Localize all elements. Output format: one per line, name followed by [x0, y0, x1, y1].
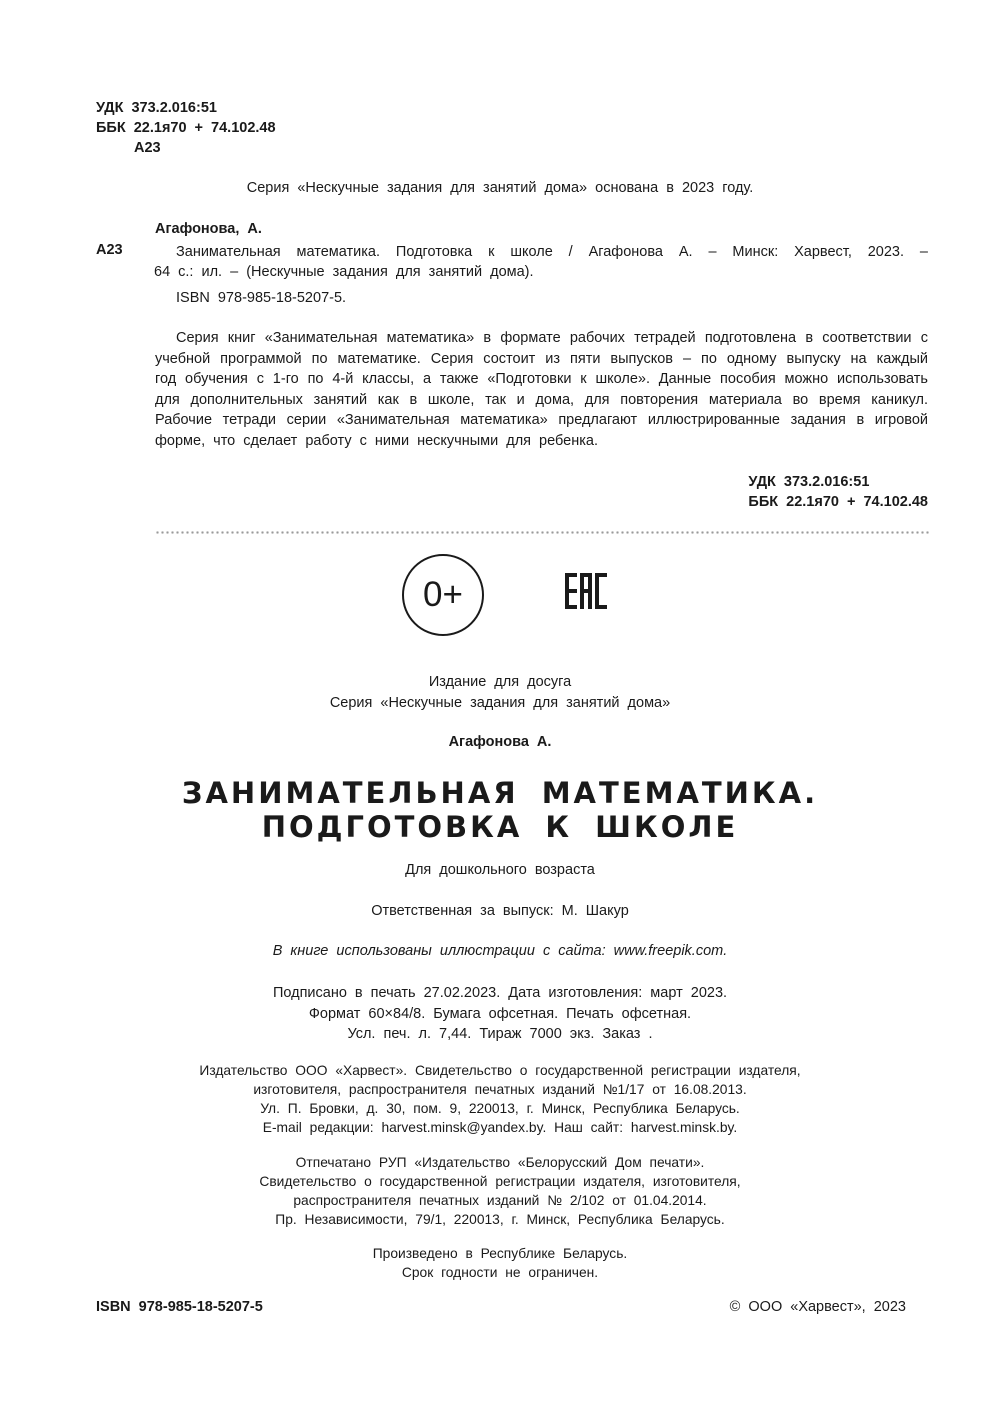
author-sign: А23 — [134, 140, 161, 156]
abstract-paragraph: Серия книг «Занимательная математика» в формате рабочих тетрадей подготовлена в соответствии с учебной программой по математике. Серия состоит из пяти выпусков – по одному выпуску на каждый год обучения с 1-го по 4-й классы, а также «Подготовки к школе». Данные пособия можно использовать для дополнительных занятий как в школе, так и дома, для повторения материала во время каникул. Рабочие тетради серии «Занимательная математика» предлагают иллюстрированные задания в игровой форме, что сделает работу с ними нескучными для ребенка. — [155, 330, 928, 449]
printer-line-2: Свидетельство о государственной регистрации издателя, изготовителя, — [259, 1174, 741, 1189]
isbn-line: ISBN 978-985-18-5207-5. — [176, 290, 347, 306]
printer-info — [0, 1153, 1000, 1229]
biblio-line-1: Занимательная математика. Подготовка к школе / Агафонова А. – Минск: Харвест, 2023. – — [176, 244, 928, 260]
top-classification-codes — [96, 98, 276, 158]
dotted-divider — [155, 531, 930, 534]
printing-line-2: Формат 60×84/8. Бумага офсетная. Печать офсетная. — [308, 1005, 692, 1022]
author-heading: Агафонова, А. — [155, 221, 262, 237]
publisher-line-4: E-mail редакции: harvest.minsk@yandex.by. Наш сайт: harvest.minsk.by. — [262, 1120, 738, 1135]
publisher-info — [0, 1061, 1000, 1137]
footer-copyright: © ООО «Харвест», 2023 — [729, 1299, 906, 1315]
printer-line-4: Пр. Независимости, 79/1, 220013, г. Минск, Республика Беларусь. — [275, 1212, 725, 1227]
printing-info — [0, 983, 1000, 1045]
footer-isbn: ISBN 978-985-18-5207-5 — [96, 1299, 263, 1315]
publisher-line-1: Издательство ООО «Харвест». Свидетельство о государственной регистрации издателя, — [199, 1063, 801, 1078]
book-title-line-1: ЗАНИМАТЕЛЬНАЯ МАТЕМАТИКА. — [181, 776, 819, 810]
printing-line-1: Подписано в печать 27.02.2023. Дата изготовления: март 2023. — [272, 985, 728, 1001]
bbk-code: ББК 22.1я70 + 74.102.48 — [96, 120, 276, 136]
book-title — [0, 776, 1000, 844]
printer-line-1: Отпечатано РУП «Издательство «Белорусский Дом печати». — [295, 1155, 705, 1170]
book-title-line-2: ПОДГОТОВКА К ШКОЛЕ — [261, 810, 739, 844]
author-sign-side: А23 — [96, 242, 123, 258]
age-rating-text: 0+ — [423, 575, 463, 614]
eac-conformity-icon — [565, 573, 607, 609]
biblio-line-2: 64 с.: ил. – (Нескучные задания для занятий дома). — [154, 264, 534, 280]
printer-line-3: распространителя печатных изданий № 2/102 от 01.04.2014. — [293, 1193, 707, 1208]
udk-code-bottom: УДК 373.2.016:51 — [748, 474, 870, 490]
author-name: Агафонова А. — [448, 734, 552, 750]
production-info — [0, 1244, 1000, 1282]
series-note: Серия «Нескучные задания для занятий дома» основана в 2023 году. — [246, 180, 754, 196]
bbk-code-bottom: ББК 22.1я70 + 74.102.48 — [748, 494, 928, 510]
bibliographic-description — [154, 242, 928, 282]
responsible-editor: Ответственная за выпуск: М. Шакур — [371, 903, 629, 919]
udk-code: УДК 373.2.016:51 — [96, 100, 217, 116]
edition-series: Серия «Нескучные задания для занятий дома» — [329, 695, 671, 711]
edition-info — [0, 672, 1000, 714]
publisher-line-3: Ул. П. Бровки, д. 30, пом. 9, 220013, г. Минск, Республика Беларусь. — [260, 1101, 740, 1116]
publisher-line-2: изготовителя, распространителя печатных изданий №1/17 от 16.08.2013. — [253, 1082, 747, 1097]
illustrations-credit: В книге использованы иллюстрации с сайта: www.freepik.com. — [272, 943, 728, 959]
bottom-classification-codes — [748, 472, 928, 512]
made-in-line: Произведено в Республике Беларусь. — [372, 1246, 628, 1261]
age-rating-mark — [402, 554, 484, 636]
edition-type: Издание для досуга — [428, 674, 572, 690]
printing-line-3: Усл. печ. л. 7,44. Тираж 7000 экз. Заказ . — [347, 1026, 653, 1042]
age-group: Для дошкольного возраста — [405, 862, 595, 878]
shelf-life-line: Срок годности не ограничен. — [401, 1265, 599, 1280]
